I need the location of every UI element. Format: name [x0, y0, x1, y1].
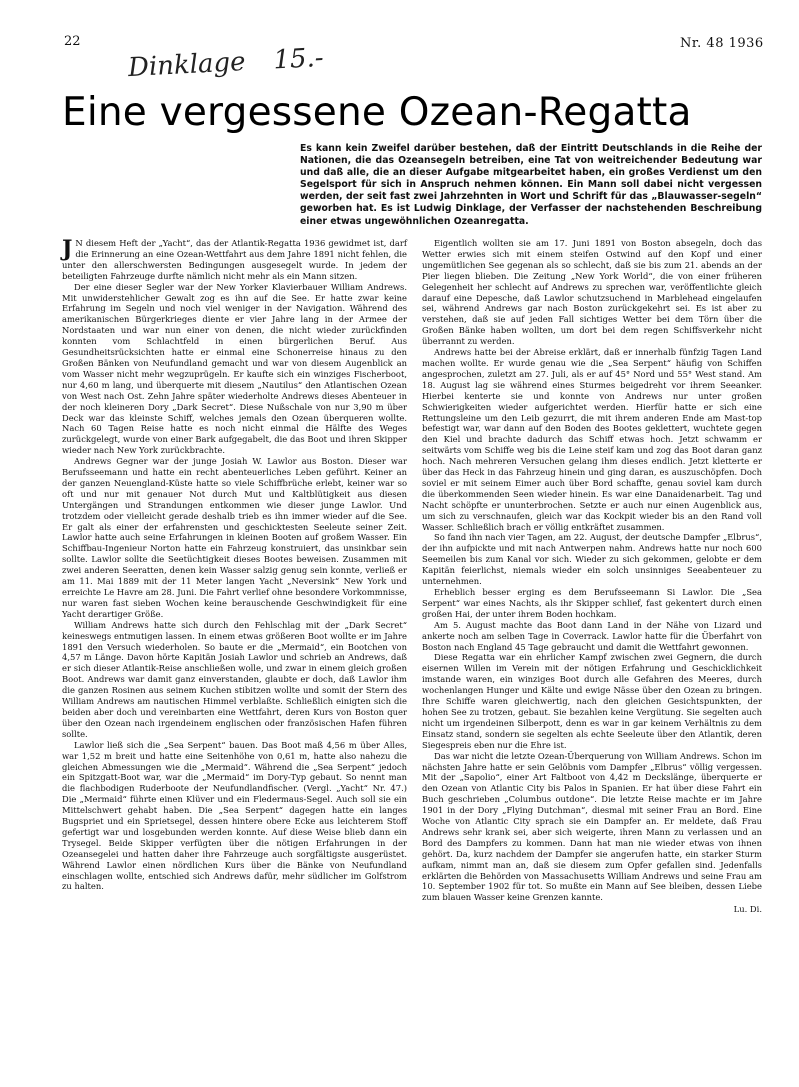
article-title: Eine vergessene Ozean-Regatta	[62, 90, 692, 135]
article-intro: Es kann kein Zweifel darüber bestehen, daß der Eintritt Deutschlands in die Reihe der Nationen, die das Ozeansegeln betreiben, eine Tat von weitreichender Bedeutung war und daß alle, die an dieser Aufgabe mitgearbeitet haben, ein großes Verdienst um den Segelsport für sich in Anspruch nehmen können. Ein Mann soll dabei nicht vergessen werden, der seit fast zwei Jahrzehnten in Wort und Schrift für das „Blauwasser-segeln“ geworben hat. Es ist Ludwig Dinklage, der Verfasser der nachstehenden Beschreibung einer etwas ungewöhnlichen Ozeanregatta.	[300, 143, 762, 227]
paragraph: Diese Regatta war ein ehrlicher Kampf zwischen zwei Gegnern, die durch eisernen Willen im Verein mit der nötigen Erfahrung und Geschicklichkeit imstande waren, ein winziges Boot durch alle Gefahren des Meeres, durch wochenlangen Hunger und Kälte und ewige Nässe über den Ozean zu bringen. Ihre Schiffe waren gleichwertig, nach den gleichen Gesichtspunkten, der hohen See zu trotzen, gebaut. Sie bezahlen keine Vergütung. Sie segelten auch nicht um irgendeinen Silberpott, denn es war in gar keinem Verhältnis zu dem Einsatz stand, sondern sie segelten als echte Seeleute über den Atlantik, deren Siegespreis eben nur die Ehre ist.	[422, 652, 762, 750]
paragraph: Erheblich besser erging es dem Berufsseemann Si Lawlor. Die „Sea Serpent“ war eines Nachts, als ihr Skipper schlief, fast gekentert durch einen großen Hai, der unter ihrem Boden hochkam.	[422, 587, 762, 619]
paragraph: Andrews Gegner war der junge Josiah W. Lawlor aus Boston. Dieser war Berufsseemann und hatte ein recht abenteuerliches Leben geführt. Keiner an der ganzen Neuengland-Küste hatte so viele Schiffbrüche erlebt, keiner war so oft und nur mit genauer Not durch Mut und Kaltblütigkeit aus diesen Untergängen und Strandungen entkommen wie dieser junge Lawlor. Und trotzdem oder vielleicht gerade deshalb trieb es ihn immer wieder auf die See. Er galt als einer der erfahrensten und geschicktesten Seeleute seiner Zeit. Lawlor hatte auch seine Erfahrungen in kleinen Booten auf großem Wasser. Ein Schiffbau-Ingenieur Norton hatte ein Fahrzeug konstruiert, das unsinkbar sein sollte. Lawlor sollte die Seetüchtigkeit dieses Bootes beweisen. Zusammen mit zwei anderen Seeratten, denen kein Wasser salzig genug sein konnte, verließ er am 11. Mai 1889 mit der 11 Meter langen Yacht „Neversink“ New York und erreichte Le Havre am 28. Juni. Die Fahrt verlief ohne besondere Vorkommnisse, nur waren fast sieben Wochen keine berauschende Geschwindigkeit für eine Yacht derartiger Größe.	[62, 456, 407, 619]
author-signature: Lu. Di.	[733, 904, 762, 915]
issue-number: Nr. 48 1936	[680, 36, 764, 51]
paragraph: Am 5. August machte das Boot dann Land in der Nähe von Lizard und ankerte noch am selben Tage in Coverrack. Lawlor hatte für die Überfahrt von Boston nach England 45 Tage gebraucht und damit die Wettfahrt gewonnen.	[422, 619, 762, 652]
paragraph: Der eine dieser Segler war der New Yorker Klavierbauer William Andrews. Mit unwiderstehlicher Gewalt zog es ihn auf die See. Er hatte zwar keine Erfahrung im Segeln und noch viel weniger in der Navigation. Während des amerikanischen Bürgerkrieges diente er vier Jahre lang in der Armee der Nordstaaten und war nun einer von denen, die nicht wieder zurückfinden konnten vom Schlachtfeld in einen bürgerlichen Beruf. Aus Gesundheitsrücksichten hatte er einmal eine Schonerreise hinaus zu den Großen Bänken von Neufundland gemacht und war von diesem Augenblick an vom Wasser nicht mehr wegzuprügeln. Er kaufte sich ein winziges Fischerboot, nur 4,60 m lang, und überquerte mit diesem „Nautilus“ den Atlantischen Ozean von West nach Ost. Zehn Jahre später wiederholte Andrews dieses Abenteuer in der noch kleineren Dory „Dark Secret“. Diese Nußschale von nur 3,90 m über Deck war das kleinste Schiff, welches jemals den Ozean überqueren wollte. Nach 60 Tagen Reise hatte es noch nicht einmal die Hälfte des Weges zurückgelegt, wurde von einer Bark aufgegabelt, die das Boot und ihren Skipper wieder nach New York zurückbrachte.	[62, 281, 407, 456]
paragraph: So fand ihn nach vier Tagen, am 22. August, der deutsche Dampfer „Elbrus“, der ihn aufpickte und mit nach Antwerpen nahm. Andrews hatte nur noch 600 Seemeilen bis zum Kanal vor sich. Wieder zu sich gekommen, gelobte er dem Kapitän feierlichst, niemals wieder ein solch unsinniges Seeabenteuer zu unternehmen.	[422, 532, 762, 587]
paragraph: J N diesem Heft der „Yacht“, das der Atlantik-Regatta 1936 gewidmet ist, darf die Erinnerung an eine Ozean-Wettfahrt aus dem Jahre 1891 nicht fehlen, die unter den allerschwersten Bedingungen ausgesegelt wurde. In jedem der beteiligten Fahrzeuge durfte nämlich nicht mehr als ein Mann sitzen.	[62, 236, 407, 281]
paragraph: William Andrews hatte sich durch den Fehlschlag mit der „Dark Secret“ keineswegs entmutigen lassen. In einem etwas größeren Boot wollte er im Jahre 1891 den Versuch wiederholen. So baute er die „Mermaid“, ein Bootchen von 4,57 m Länge. Davon hörte Kapitän Josiah Lawlor und schrieb an Andrews, daß er sich dieser Atlantik-Reise anschließen wolle, und zwar in einem gleich großen Boot. Andrews war damit ganz einverstanden, glaubte er doch, daß Lawlor ihm die ganzen Rosinen aus seinem Kuchen stibitzen wollte und somit der Stern des William Andrews am nautischen Himmel verblaßte. Schließlich einigten sich die beiden aber doch und vereinbarten eine Wettfahrt, deren Kurs von Boston quer über den Ozean nach irgendeinem englischen oder französischen Hafen führen sollte.	[62, 619, 407, 739]
paragraph: Eigentlich wollten sie am 17. Juni 1891 von Boston absegeln, doch das Wetter erwies sich mit einem steifen Ostwind auf den Kopf und einer ungemütlichen See gegenan als so schlecht, daß sie bis zum 21. abends an der Pier liegen blieben. Die Zeitung „New York World“, die von einer früheren Gelegenheit her schlecht auf Andrews zu sprechen war, veröffentlichte gleich darauf eine Depesche, daß Lawlor schutzsuchend in Marblehead eingelaufen sei, während Andrews gar nach Boston zurückgekehrt sei. Es ist aber zu verstehen, daß sie auf jeden Fall sichtiges Wetter bei dem Törn über die Großen Bänke haben wollten, um dort bei dem regen Schiffsverkehr nicht überrannt zu werden.	[422, 238, 762, 347]
handwritten-name: Dinklage	[127, 46, 247, 84]
drop-cap: J	[62, 236, 73, 262]
paragraph: Lawlor ließ sich die „Sea Serpent“ bauen. Das Boot maß 4,56 m über Alles, war 1,52 m breit und hatte eine Seitenhöhe von 0,61 m, hatte also nahezu die gleichen Abmessungen wie die „Mermaid“. Während die „Sea Serpent“ jedoch ein Spitzgatt-Boot war, war die „Mermaid“ im Dory-Typ gebaut. So nennt man die flachbodigen Ruderboote der Neufundlandfischer. (Vergl. „Yacht“ Nr. 47.) Die „Mermaid“ führte einen Klüver und ein Fledermaus-Segel. Auch soll sie ein Mittelschwert gehabt haben. Die „Sea Serpent“ dagegen hatte ein langes Bugspriet und ein Sprietsegel, dessen hintere obere Ecke aus leichterem Stoff gefertigt war und losgebunden werden konnte. Auf diese Weise blieb dann ein Trysegel. Beide Skipper verfügten über die nötigen Erfahrungen in der Ozeansegelei und hatten daher ihre Fahrzeuge auch sorgfältigste ausgerüstet. Während Lawlor einen nördlichen Kurs über die Bänke von Neufundland einschlagen wollte, entschied sich Andrews dafür, mehr südlicher im Golfstrom zu halten.	[62, 739, 407, 892]
handwritten-number: 15.-	[272, 42, 325, 76]
handwritten-annotation	[127, 43, 324, 83]
page-number: 22	[64, 34, 81, 49]
paragraph: Das war nicht die letzte Ozean-Überquerung von William Andrews. Schon im nächsten Jahre hatte er sein Gelöbnis vom Dampfer „Elbrus“ völlig vergessen. Mit der „Sapolio“, einer Art Faltboot von 4,42 m Deckslänge, überquerte er den Ozean von Atlantic City bis Palos in Spanien. Er hat über diese Fahrt ein Buch geschrieben „Columbus outdone“. Die letzte Reise machte er im Jahre 1901 in der Dory „Flying Dutchman“, diesmal mit seiner Frau an Bord. Eine Woche von Atlantic City sprach sie ein Dampfer an. Er meldete, daß Frau Andrews sehr krank sei, aber sich weigerte, ihren Mann zu verlassen und an Bord des Dampfers zu kommen. Dann hat man nie wieder etwas von ihnen gehört. Da, kurz nachdem der Dampfer sie angerufen hatte, ein starker Sturm aufkam, nimmt man an, daß sie diesem zum Opfer gefallen sind. Jedenfalls erklärten die Behörden von Massachusetts William Andrews und seine Frau am 10. September 1902 für tot. So mußte ein Mann auf See bleiben, dessen Liebe zum blauen Wasser keine Grenzen kannte.	[422, 750, 762, 903]
paragraph: Andrews hatte bei der Abreise erklärt, daß er innerhalb fünfzig Tagen Land machen wollte. Er wurde genau wie die „Sea Serpent“ häufig von Schiffen angesprochen, zuletzt am 27. Juli, als er auf 45° Nord und 55° West stand. Am 18. August lag sie während eines Sturmes beigedreht vor ihrem Seeanker. Hierbei kenterte sie und konnte von Andrews nur unter großen Schwierigkeiten wieder aufgerichtet werden. Hierfür hatte er sich eine Rettungsleine um den Leib gezurrt, die mit ihrem anderen Ende am Mast-top befestigt war, war dann auf den Boden des Bootes geklettert, wuchtete gegen den Kiel und brachte dadurch das Schiff etwas hoch. Jetzt schwamm er seitwärts vom Schiffe weg bis die Leine steif kam und zog das Boot daran ganz hoch. Nach mehreren Versuchen gelang ihm dieses endlich. Jetzt kletterte er über das Heck in das Fahrzeug hinein und ging daran, es auszuschöpfen. Doch soviel er mit seinem Eimer auch über Bord schaffte, genau soviel kam durch die überkommenden Seen wieder hinein. Es war eine Danaidenarbeit. Tag und Nacht schöpfte er ununterbrochen. Setzte er auch nur einen Augenblick aus, um sich zu verschnaufen, gleich war das Kockpit wieder bis an den Rand voll Wasser. Schließlich brach er völlig entkräftet zusammen.	[422, 347, 762, 532]
left-column	[62, 238, 407, 892]
right-column	[422, 238, 762, 915]
